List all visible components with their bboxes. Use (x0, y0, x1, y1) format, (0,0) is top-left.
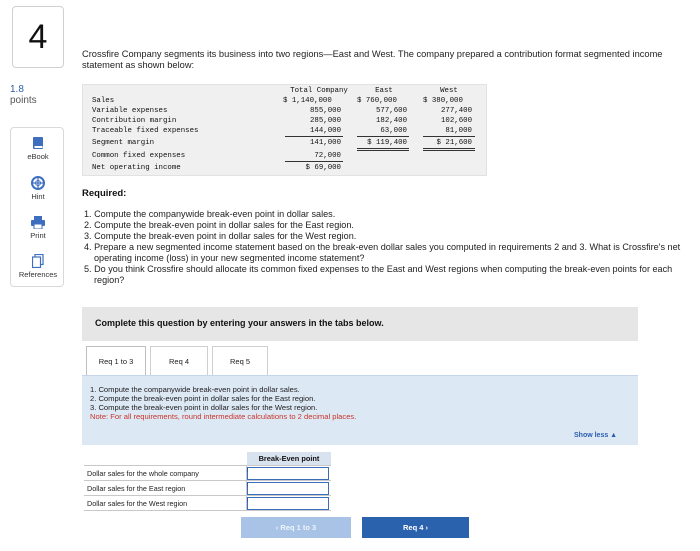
header-total: Total Company (290, 87, 348, 95)
tools-sidebar (10, 127, 64, 287)
cell-total: $ 69,000 (305, 164, 341, 172)
double-underline (423, 148, 475, 149)
tab-req-5[interactable] (212, 346, 268, 376)
print-label: Print (30, 231, 46, 240)
panel-line: 1. Compute the companywide break-even point in dollar sales. (90, 385, 300, 394)
underline (285, 161, 343, 162)
cell-total: 141,000 (309, 139, 341, 147)
panel-line: 2. Compute the break-even point in dollar sales for the East region. (90, 394, 316, 403)
break-even-header: Break-Even point (247, 452, 331, 465)
question-number-box (12, 6, 64, 68)
requirement-item: 4. Prepare a new segmented income statement based on the break-even dollar sales you computed in requirements 2 and 3. What is Crossfire's net operating income (loss) in your new segmented income statement? (84, 242, 681, 263)
banner-text: Complete this question by entering your answers in the tabs below. (95, 318, 384, 328)
book-icon (32, 136, 44, 150)
tab-label: Req 4 (168, 357, 189, 366)
panel-instructions (90, 385, 356, 421)
question-number: 4 (28, 17, 48, 56)
east-region-input[interactable] (247, 482, 329, 495)
table-row (84, 465, 331, 480)
table-bottom-border (84, 510, 331, 511)
requirement-item: 5. Do you think Crossfire should allocate its common fixed expenses to the East and West regions when computing the break-even points for each region? (84, 264, 673, 285)
input-marker (247, 467, 248, 472)
cell-east: 63,000 (380, 127, 407, 135)
tab-label: Req 1 to 3 (98, 357, 134, 366)
cell-west: 81,000 (445, 127, 472, 135)
row-label: Segment margin (92, 139, 155, 147)
cell-total: 855,000 (309, 107, 341, 115)
points-label: points (10, 95, 37, 106)
tab-instructions-panel (82, 375, 638, 445)
print-button[interactable] (11, 216, 65, 240)
underline (357, 136, 409, 137)
requirements-list (84, 209, 694, 286)
whole-company-input[interactable] (247, 467, 329, 480)
rounding-note: Note: For all requirements, round intermediate calculations to 2 decimal places. (90, 412, 357, 421)
double-underline (357, 148, 409, 149)
question-prompt: Crossfire Company segments its business into two regions—East and West. The company prepared a contribution format segmented income statement as shown below: (82, 49, 663, 70)
required-heading: Required: (82, 188, 127, 199)
references-label: References (18, 270, 58, 279)
requirement-item: 1. Compute the companywide break-even point in dollar sales. (84, 209, 336, 219)
points-indicator (10, 84, 37, 106)
input-marker (247, 497, 248, 502)
row-label: Dollar sales for the whole company (87, 469, 199, 478)
lifebuoy-icon (31, 176, 45, 190)
table-row (84, 495, 331, 510)
row-label: Contribution margin (92, 117, 177, 125)
cell-total: 144,000 (309, 127, 341, 135)
input-marker (247, 482, 248, 487)
underline (285, 136, 343, 137)
show-less-link[interactable]: Show less ▲ (574, 432, 618, 439)
row-label: Dollar sales for the East region (87, 484, 186, 493)
ebook-label: eBook (27, 152, 49, 161)
hint-button[interactable] (11, 176, 65, 201)
ebook-button[interactable] (11, 136, 65, 161)
cell-east: 577,600 (375, 107, 407, 115)
hint-label: Hint (31, 192, 45, 201)
panel-line: 3. Compute the break-even point in dollar sales for the West region. (90, 403, 318, 412)
tab-label: Req 5 (229, 357, 250, 366)
cell-west: 102,600 (440, 117, 472, 125)
requirement-item: 2. Compute the break-even point in dollar sales for the East region. (84, 220, 354, 230)
header-east: East (375, 87, 393, 95)
west-region-input[interactable] (247, 497, 329, 510)
underline (423, 136, 475, 137)
cell-total: 72,000 (314, 152, 341, 160)
tab-req-1-to-3[interactable] (86, 346, 146, 376)
row-label: Traceable fixed expenses (92, 127, 199, 135)
cell-west: $ 21,600 (436, 139, 472, 147)
cell-west: 277,400 (440, 107, 472, 115)
cell-east: 182,400 (375, 117, 407, 125)
row-label: Sales (92, 97, 115, 105)
next-tab-button[interactable]: Req 4 › (362, 517, 469, 538)
row-label: Dollar sales for the West region (87, 499, 188, 508)
double-underline (357, 150, 409, 151)
requirement-item: 3. Compute the break-even point in dollar sales for the West region. (84, 231, 357, 241)
table-row (84, 480, 331, 495)
income-statement (82, 84, 487, 176)
printer-icon (31, 216, 45, 229)
document-copy-icon (32, 254, 44, 268)
row-label: Net operating income (92, 164, 181, 172)
cell-west: $ 380,000 (423, 97, 463, 105)
cell-east: $ 760,000 (357, 97, 397, 105)
cell-total: 285,000 (309, 117, 341, 125)
prev-tab-button[interactable]: ‹ Req 1 to 3 (241, 517, 351, 538)
cell-east: $ 119,400 (367, 139, 407, 147)
points-value: 1.8 (10, 84, 24, 95)
header-west: West (440, 87, 458, 95)
tab-req-4[interactable] (150, 346, 208, 376)
cell-total: $ 1,140,000 (283, 97, 332, 105)
answer-table (84, 452, 331, 512)
row-label: Common fixed expenses (92, 152, 186, 160)
row-label: Variable expenses (92, 107, 168, 115)
references-button[interactable] (11, 254, 65, 279)
double-underline (423, 150, 475, 151)
instructions-banner (82, 307, 638, 341)
